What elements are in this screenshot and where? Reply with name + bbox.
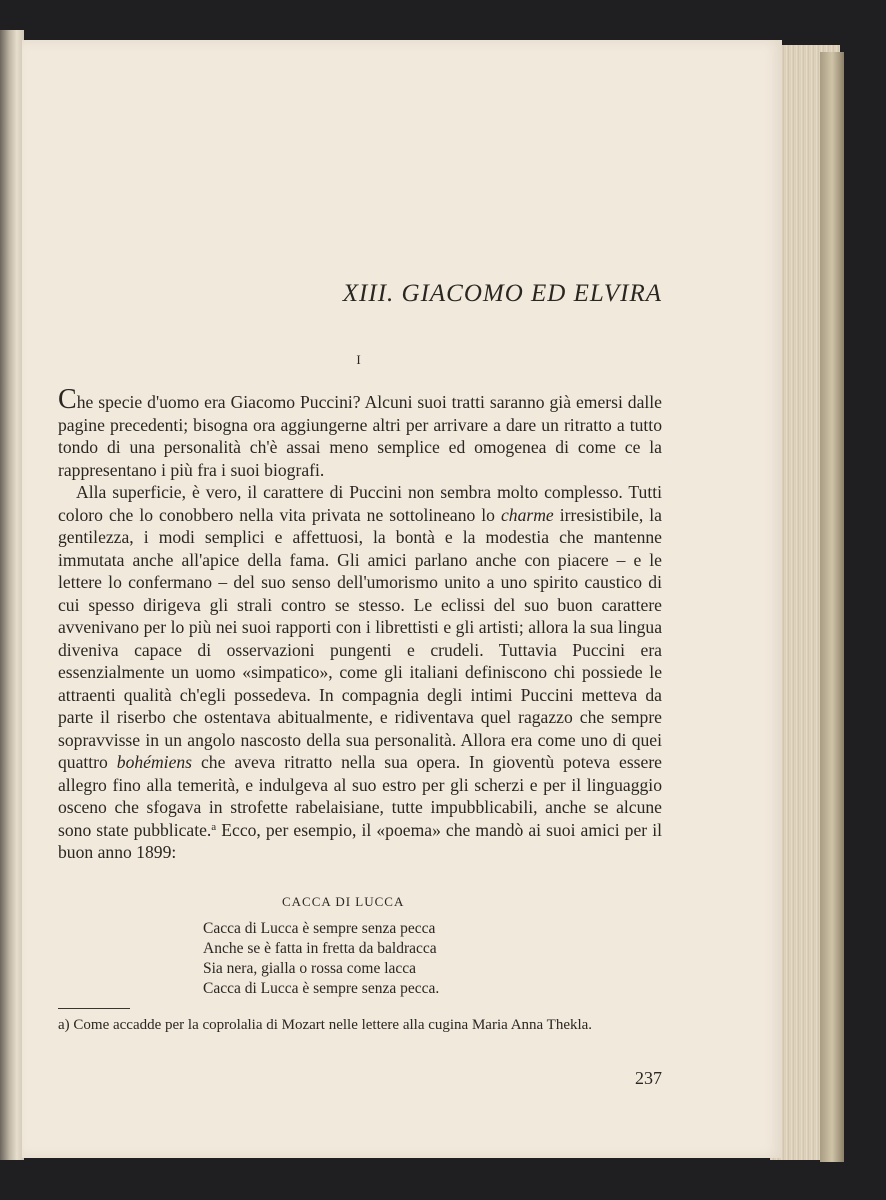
paragraph-2-text-b: irresistibile, la gentilezza, i modi semplici e affettuosi, la bontà e la modestia che mantenne immutata anche all'apice della fama. Gli amici parlano anche con piacere – e le lettere lo confermano – del suo senso dell'umorismo unito a uno spirito caustico di cui spesso dirigeva gli strali contro se stesso. Le eclissi del suo buon carattere avvenivano per lo più nei suoi rapporti con i librettisti e gli artisti; allora la sua lingua diveniva capace di osservazioni pungenti e crudeli. Tuttavia Puccini era essenzialmente un uomo «simpatico», come gli italiani definiscono chi possiede le attraenti qualità ch'egli possedeva. In compagnia degli intimi Puccini metteva da parte il riserbo che ostentava abitualmente, e ridiventava quel ragazzo che sempre sopravvisse in un angolo nascosto della sua personalità. Allora era come uno di quei quattro — [58, 504, 662, 772]
poem-line: Cacca di Lucca è sempre senza pecca — [203, 920, 436, 937]
paragraph-1 — [58, 384, 662, 481]
paragraph-2-text-d: Ecco, per esempio, il «poema» che mandò ai suoi amici per il buon anno 1899: — [58, 819, 662, 862]
footnote-marker: a — [211, 820, 217, 833]
paragraph-2-text-a: Alla superficie, è vero, il carattere di Puccini non sembra molto complesso. Tutti coloro che lo conobbero nella vita privata ne sottolineano lo — [58, 482, 662, 525]
poem-title: CACCA DI LUCCA — [282, 894, 405, 909]
body-text — [58, 384, 662, 864]
paragraph-1-text: he specie d'uomo era Giacomo Puccini? Alcuni suoi tratti saranno già emersi dalle pagine precedenti; bisogna ora aggiungerne altri per arrivare a dare un ritratto a tutto tondo di una personalità ch'è assai meno semplice ed omogenea di come ce la rappresentano i più fra i suoi biografi. — [58, 392, 662, 480]
book-cover-edge — [820, 52, 844, 1162]
paragraph-2-text-c: che aveva ritratto nella sua opera. In gioventù poteva essere allegro fino alla temerità, e indulgeva al suo estro per gli scherzi e per il linguaggio osceno che sfogava in strofette rabelaisiane, tutte impubblicabili, anche se alcune sono state pubblicate. — [58, 752, 662, 840]
drop-cap: C — [58, 384, 77, 415]
italic-charme: charme — [500, 504, 554, 525]
chapter-title: XIII. GIACOMO ED ELVIRA — [342, 280, 662, 307]
poem-line: Cacca di Lucca è sempre senza pecca. — [203, 980, 440, 997]
poem-line: Anche se è fatta in fretta da baldracca — [203, 940, 437, 957]
page-number: 237 — [635, 1068, 662, 1088]
poem-line: Sia nera, gialla o rossa come lacca — [203, 960, 417, 977]
footnote: a) Come accadde per la coprolalia di Mozart nelle lettere alla cugina Maria Anna Thekla. — [58, 1017, 593, 1033]
paragraph-2 — [58, 481, 662, 864]
section-number: I — [356, 352, 362, 367]
book-page — [22, 40, 782, 1158]
italic-bohemiens: bohémiens — [116, 752, 193, 772]
poem — [203, 919, 439, 999]
footnote-divider — [58, 1008, 130, 1009]
left-page-edge — [0, 30, 24, 1160]
